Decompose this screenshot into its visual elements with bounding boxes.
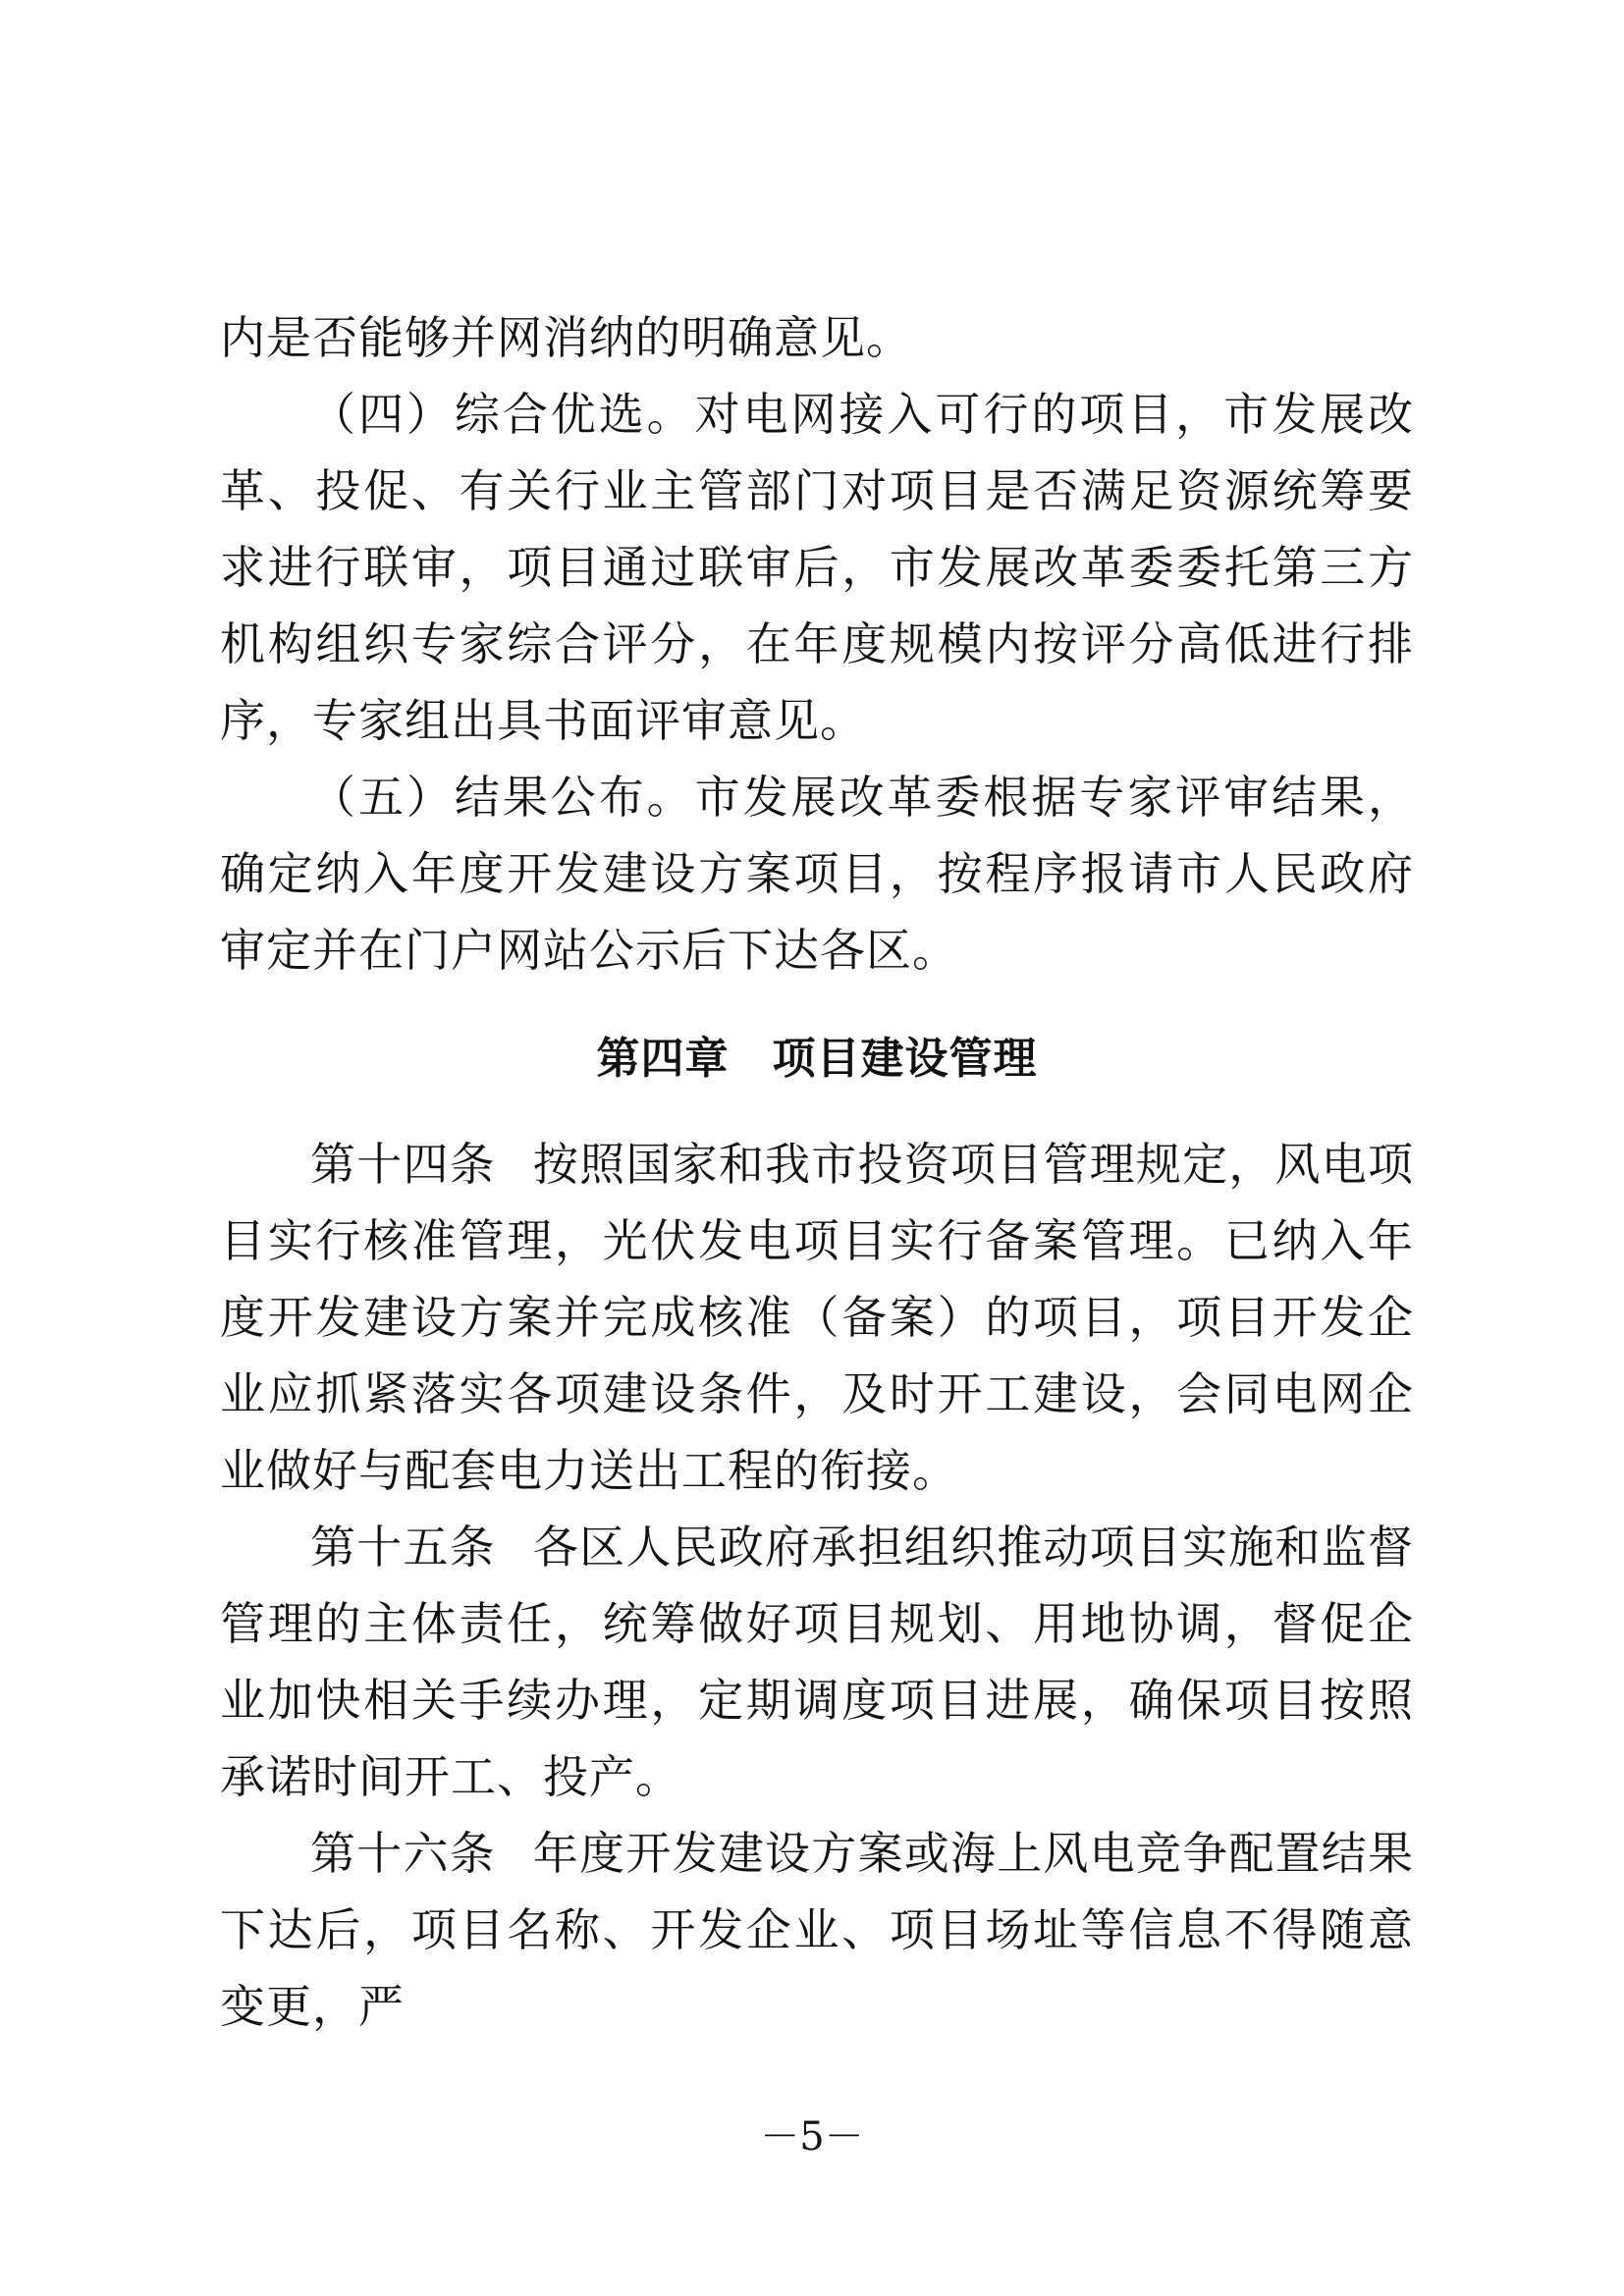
article-number: 第十六条 bbox=[310, 1827, 496, 1880]
article-15 bbox=[220, 1509, 1414, 1815]
article-text: 各区人民政府承担组织推动项目实施和监督管理的主体责任，统筹做好项目规划、用地协调，督促企业加快相关手续办理，定期调度项目进展，确保项目按照承诺时间开工、投产。 bbox=[220, 1521, 1415, 1803]
article-text: 年度开发建设方案或海上风电竞争配置结果下达后，项目名称、开发企业、项目场址等信息不得随意变更，严 bbox=[220, 1827, 1415, 2033]
paragraph-continuation: 内是否能够并网消纳的明确意见。 bbox=[220, 311, 912, 364]
paragraph-item-four: （四）综合优选。对电网接入可行的项目，市发展改革、投促、有关行业主管部门对项目是否满足资源统筹要求进行联审，项目通过联审后，市发展改革委委托第三方机构组织专家综合评分，在年度规模内按评分高低进行排序，专家组出具书面评审意见。 bbox=[220, 388, 1414, 747]
paragraph-item-five: （五）结果公布。市发展改革委根据专家评审结果，确定纳入年度开发建设方案项目，按程序报请市人民政府审定并在门户网站公示后下达各区。 bbox=[220, 771, 1414, 977]
chapter-heading bbox=[220, 1020, 1414, 1098]
article-14 bbox=[220, 1126, 1414, 1509]
page-number: －5－ bbox=[760, 2114, 864, 2160]
page-body bbox=[220, 299, 1414, 2045]
chapter-title: 项目建设管理 bbox=[772, 1034, 1038, 1084]
article-16 bbox=[220, 1815, 1414, 2045]
article-number: 第十五条 bbox=[310, 1521, 496, 1574]
article-text: 按照国家和我市投资项目管理规定，风电项目实行核准管理，光伏发电项目实行备案管理。已纳入年度开发建设方案并完成核准（备案）的项目，项目开发企业应抓紧落实各项建设条件，及时开工建设，会同电网企业做好与配套电力送出工程的衔接。 bbox=[220, 1138, 1415, 1497]
article-number: 第十四条 bbox=[310, 1138, 496, 1191]
chapter-number: 第四章 bbox=[596, 1034, 730, 1084]
